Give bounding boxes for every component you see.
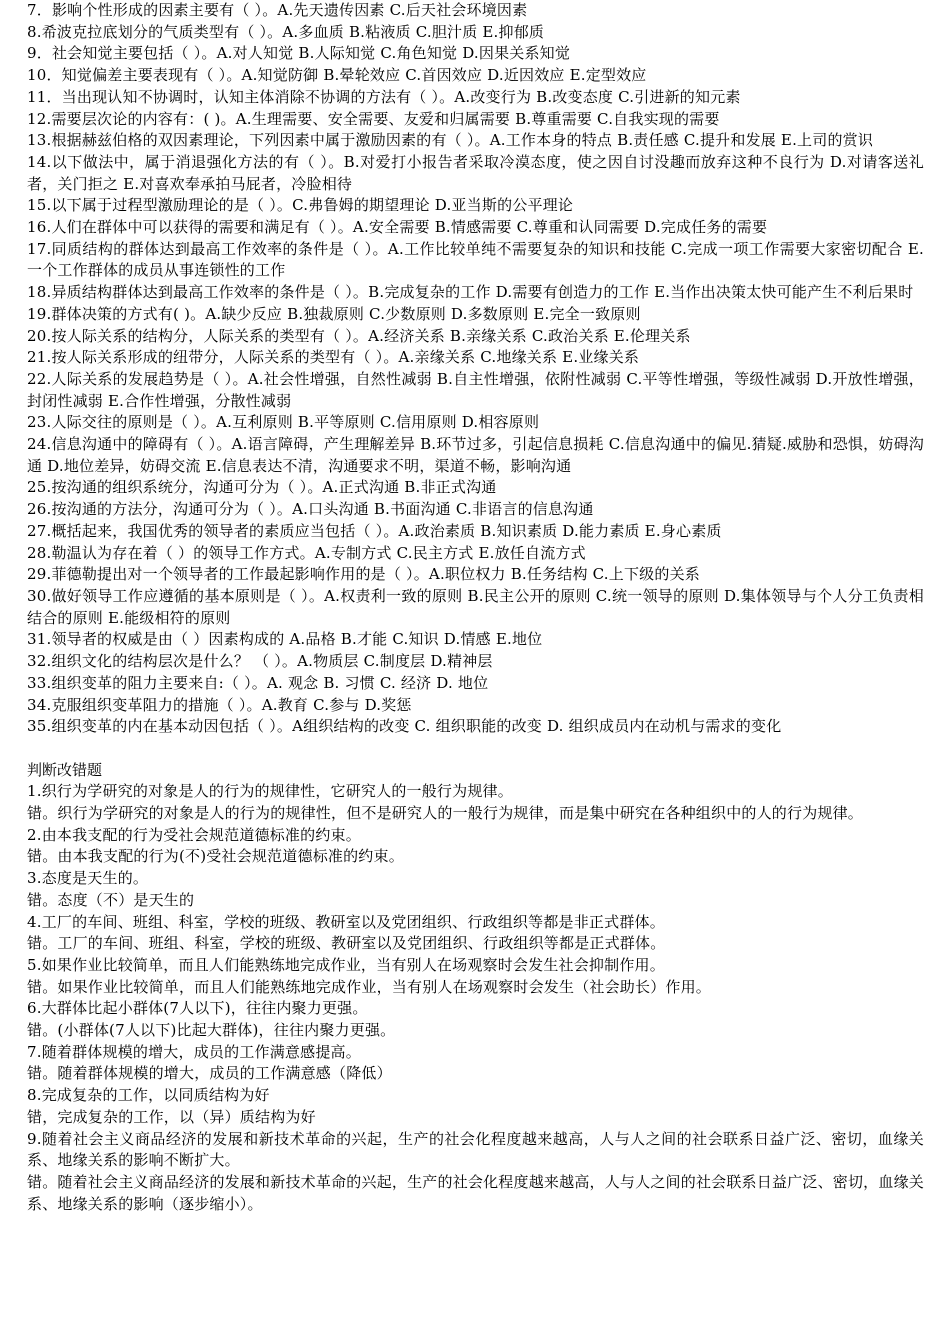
question-item: 11．当出现认知不协调时，认知主体消除不协调的方法有（ ）。A.改变行为 B.改变态度 C.引进新的知元素 [27,87,741,106]
question-item: 15.以下属于过程型激励理论的是（ ）。C.弗鲁姆的期望理论 D.亚当斯的公平理论 [27,196,574,215]
correction-item: 错。态度（不）是天生的 [27,890,195,909]
statement-item: 3.态度是天生的。 [27,869,149,888]
correction-item: 错。工厂的车间、班组、科室，学校的班级、教研室以及党团组织、行政组织等都是正式群体。 [27,934,666,953]
question-item: 8.希波克拉底划分的气质类型有（ ）。A.多血质 B.粘液质 C.胆汁质 E.抑郁质 [27,22,545,41]
question-item: 34.克服组织变革阻力的措施（ ）。A.教育 C.参与 D.奖惩 [27,695,412,714]
question-item: 7．影响个性形成的因素主要有（ ）。A.先天遗传因素 C.后天社会环境因素 [27,1,528,19]
question-item: 19.群体决策的方式有( )。A.缺少反应 B.独裁原则 C.少数原则 D.多数原则 E.完全一致原则 [27,304,641,323]
question-item: 9．社会知觉主要包括（ ）。A.对人知觉 B.人际知觉 C.角色知觉 D.因果关系知觉 [27,44,571,63]
section-spacer [27,738,924,760]
correction-item: 错。织行为学研究的对象是人的行为的规律性，但不是研究人的一般行为规律，而是集中研究在各种组织中的人的行为规律。 [27,804,864,822]
statement-item: 1.织行为学研究的对象是人的行为的规律性，它研究人的一般行为规律。 [27,782,513,801]
correction-item: 错。如果作业比较简单，而且人们能熟练地完成作业，当有别人在场观察时会发生（社会助长）作用。 [27,977,712,996]
question-item: 13.根据赫兹伯格的双因素理论，下列因素中属于激励因素的有（ ）。A.工作本身的特点 B.责任感 C.提升和发展 E.上司的赏识 [27,131,874,150]
question-item: 21.按人际关系形成的纽带分，人际关系的类型有（ ）。A.亲缘关系 C.地缘关系 E.业缘关系 [27,348,640,367]
question-item: 12.需要层次论的内容有：( )。A.生理需要、安全需要、友爱和归属需要 B.尊重需要 C.自我实现的需要 [27,109,720,128]
correction-item: 错。(小群体(7人以下)比起大群体)，往往内聚力更强。 [27,1021,396,1040]
statement-item: 7.随着群体规模的增大，成员的工作满意感提高。 [27,1042,361,1061]
question-item: 16.人们在群体中可以获得的需要和满足有（ ）。A.安全需要 B.情感需要 C.尊重和认同需要 D.完成任务的需要 [27,218,768,237]
question-item: 33.组织变革的阻力主要来自:（ ）。A. 观念 B. 习惯 C. 经济 D. 地位 [27,673,489,692]
statement-item: 9.随着社会主义商品经济的发展和新技术革命的兴起，生产的社会化程度越来越高，人与人之间的社会联系日益广泛、密切，血缘关系、地缘关系的影响不断扩大。 [27,1129,924,1170]
question-item: 26.按沟通的方法分，沟通可分为（ ）。A.口头沟通 B.书面沟通 C.非语言的信息沟通 [27,500,594,519]
question-item: 18.异质结构群体达到最高工作效率的条件是（ ）。B.完成复杂的工作 D.需要有创造力的工作 E.当作出决策太快可能产生不利后果时 [27,283,914,302]
correction-item: 错。由本我支配的行为(不)受社会规范道德标准的约束。 [27,847,404,866]
question-item: 17.同质结构的群体达到最高工作效率的条件是（ ）。A.工作比较单纯不需要复杂的知识和技能 C.完成一项工作需要大家密切配合 E.一个工作群体的成员从事连锁性的工作 [27,239,924,280]
question-item: 22.人际关系的发展趋势是（ ）。A.社会性增强，自然性减弱 B.自主性增强，依附性减弱 C.平等性增强，等级性减弱 D.开放性增强，封闭性减弱 E.合作性增强，分散性减弱 [27,369,924,410]
correction-item: 错。随着群体规模的增大，成员的工作满意感（降低） [27,1064,392,1083]
question-item: 14.以下做法中，属于消退强化方法的有（ ）。B.对爱打小报告者采取冷漠态度，使之因自讨没趣而放弃这种不良行为 D.对请客送礼者，关门拒之 E.对喜欢奉承拍马屁者，冷脸相待 [27,152,924,193]
statement-item: 2.由本我支配的行为受社会规范道德标准的约束。 [27,825,361,844]
question-item: 27.概括起来，我国优秀的领导者的素质应当包括（ ）。A.政治素质 B.知识素质 D.能力素质 E.身心素质 [27,521,722,540]
question-item: 29.菲德勒提出对一个领导者的工作最起影响作用的是（ ）。A.职位权力 B.任务结构 C.上下级的关系 [27,565,700,584]
question-item: 24.信息沟通中的障碍有（ ）。A.语言障碍，产生理解差异 B.环节过多，引起信息损耗 C.信息沟通中的偏见.猜疑.威胁和恐惧，妨碍沟通 D.地位差异，妨碍交流 E.信息表达不清，沟通要求不明，渠道不畅，影响沟通 [27,435,924,475]
statement-item: 8.完成复杂的工作，以同质结构为好 [27,1086,270,1105]
question-item: 35.组织变革的内在基本动因包括（ ）。A组织结构的改变 C. 组织职能的改变 D. 组织成员内在动机与需求的变化 [27,717,782,736]
statement-item: 4.工厂的车间、班组、科室，学校的班级、教研室以及党团组织、行政组织等都是非正式群体。 [27,912,665,931]
statement-item: 5.如果作业比较简单，而且人们能熟练地完成作业，当有别人在场观察时会发生社会抑制作用。 [27,955,665,974]
question-item: 10．知觉偏差主要表现有（ ）。A.知觉防御 B.晕轮效应 C.首因效应 D.近因效应 E.定型效应 [27,66,647,85]
question-item: 25.按沟通的组织系统分，沟通可分为（ ）。A.正式沟通 B.非正式沟通 [27,478,497,497]
correction-item: 错，完成复杂的工作，以（异）质结构为好 [27,1107,316,1126]
question-item: 28.勒温认为存在着（ ）的领导工作方式。A.专制方式 C.民主方式 E.放任自流方式 [27,543,586,562]
statement-item: 6.大群体比起小群体(7人以下)，往往内聚力更强。 [27,999,368,1018]
true-false-list [27,781,924,1215]
question-item: 20.按人际关系的结构分，人际关系的类型有（ ）。A.经济关系 B.亲缘关系 C.政治关系 E.伦理关系 [27,326,691,345]
question-item: 30.做好领导工作应遵循的基本原则是（ ）。A.权责利一致的原则 B.民主公开的原则 C.统一领导的原则 D.集体领导与个人分工负责相结合的原则 E.能级相符的原则 [27,586,924,627]
question-item: 32.组织文化的结构层次是什么？ （ ）。A.物质层 C.制度层 D.精神层 [27,652,493,671]
question-item: 23.人际交往的原则是（ ）。A.互利原则 B.平等原则 C.信用原则 D.相容原则 [27,413,540,432]
multiple-choice-list [27,0,924,738]
correction-item: 错。随着社会主义商品经济的发展和新技术革命的兴起，生产的社会化程度越来越高，人与人之间的社会联系日益广泛、密切，血缘关系、地缘关系的影响（逐步缩小）。 [27,1172,924,1213]
question-item: 31.领导者的权威是由（ ）因素构成的 A.品格 B.才能 C.知识 D.情感 E.地位 [27,630,543,649]
section-title: 判断改错题 [27,760,103,779]
